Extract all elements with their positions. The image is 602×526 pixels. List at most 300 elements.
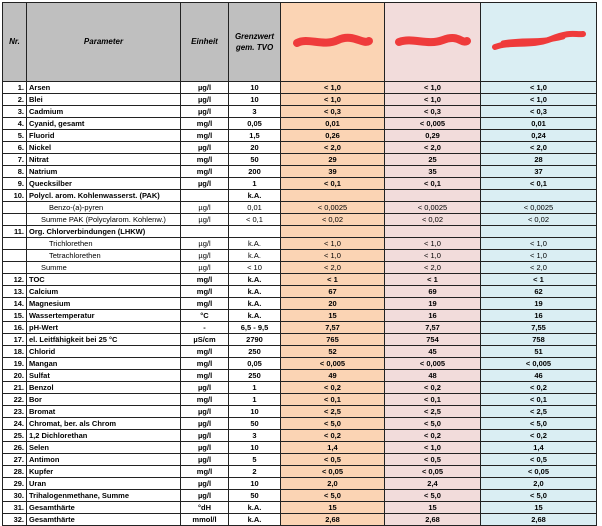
cell-unit: µg/l [181,382,229,394]
cell-nr: 23. [3,406,27,418]
cell-parameter: TOC [27,274,181,286]
cell-sample-1: < 2,0 [281,142,385,154]
table-row [3,214,597,226]
header-row [3,3,597,82]
cell-limit: 200 [229,166,281,178]
table-row [3,178,597,190]
cell-sample-2: 16 [385,310,481,322]
cell-parameter: Trihalogenmethane, Summe [27,490,181,502]
cell-nr: 1. [3,82,27,94]
table-row [3,166,597,178]
cell-sample-1: 15 [281,502,385,514]
cell-parameter: Cyanid, gesamt [27,118,181,130]
cell-parameter: Bor [27,394,181,406]
cell-unit: mg/l [181,394,229,406]
table-row [3,82,597,94]
cell-nr: 24. [3,418,27,430]
cell-unit: mg/l [181,466,229,478]
cell-sample-3 [481,226,597,238]
cell-sample-1: < 0,05 [281,466,385,478]
table-row [3,118,597,130]
cell-sample-3: < 0,1 [481,394,597,406]
cell-sample-2: < 2,5 [385,406,481,418]
table-row [3,310,597,322]
table-row [3,430,597,442]
cell-sample-3: < 1,0 [481,82,597,94]
cell-sample-2: < 0,005 [385,118,481,130]
cell-sample-3: < 5,0 [481,490,597,502]
cell-parameter: Nickel [27,142,181,154]
table-row [3,262,597,274]
cell-sample-1: < 1,0 [281,94,385,106]
cell-sample-3: < 2,5 [481,406,597,418]
cell-sample-3 [481,190,597,202]
cell-parameter: pH-Wert [27,322,181,334]
cell-limit: k.A. [229,502,281,514]
cell-unit: µg/l [181,250,229,262]
cell-nr: 3. [3,106,27,118]
cell-sample-2: < 0,0025 [385,202,481,214]
cell-unit [181,190,229,202]
cell-sample-1: 39 [281,166,385,178]
cell-nr: 28. [3,466,27,478]
cell-limit: 3 [229,106,281,118]
cell-unit: µg/l [181,418,229,430]
table-row [3,394,597,406]
table-row [3,226,597,238]
cell-unit: µg/l [181,82,229,94]
cell-sample-3: 28 [481,154,597,166]
cell-sample-2: < 5,0 [385,490,481,502]
table-body [3,82,597,526]
cell-unit: µg/l [181,490,229,502]
cell-nr: 17. [3,334,27,346]
cell-sample-1: < 1,0 [281,250,385,262]
table-row [3,358,597,370]
cell-nr: 11. [3,226,27,238]
cell-nr: 18. [3,346,27,358]
cell-sample-3: < 1,0 [481,250,597,262]
cell-unit: µg/l [181,214,229,226]
cell-unit [181,226,229,238]
cell-parameter: Gesamthärte [27,502,181,514]
cell-unit: mg/l [181,358,229,370]
cell-limit: 1,5 [229,130,281,142]
header-parameter: Parameter [27,3,181,82]
table-row [3,442,597,454]
redaction-scribble [293,33,373,51]
cell-sample-1: < 2,0 [281,262,385,274]
cell-sample-1: < 0,0025 [281,202,385,214]
cell-nr: 21. [3,382,27,394]
cell-nr: 29. [3,478,27,490]
cell-parameter: Nitrat [27,154,181,166]
cell-unit: µS/cm [181,334,229,346]
cell-nr [3,250,27,262]
cell-parameter: Mangan [27,358,181,370]
cell-limit: < 0,1 [229,214,281,226]
cell-nr: 25. [3,430,27,442]
cell-parameter: Magnesium [27,298,181,310]
cell-sample-3: 2,0 [481,478,597,490]
cell-nr: 13. [3,286,27,298]
cell-parameter: Natrium [27,166,181,178]
cell-unit: mg/l [181,118,229,130]
cell-limit: 2790 [229,334,281,346]
cell-sample-1: 15 [281,310,385,322]
cell-limit: 0,05 [229,358,281,370]
cell-limit: k.A. [229,514,281,526]
cell-sample-3: < 2,0 [481,262,597,274]
cell-sample-2: < 1,0 [385,82,481,94]
cell-sample-1: < 1,0 [281,82,385,94]
table-row [3,502,597,514]
redaction-scribble [491,29,587,55]
table-row [3,514,597,526]
cell-limit: 1 [229,394,281,406]
table-row [3,202,597,214]
cell-sample-1 [281,226,385,238]
cell-sample-1: < 1 [281,274,385,286]
cell-unit: µg/l [181,202,229,214]
cell-limit: 10 [229,406,281,418]
cell-sample-1: 1,4 [281,442,385,454]
table-row [3,418,597,430]
cell-limit: 6,5 - 9,5 [229,322,281,334]
cell-unit: µg/l [181,178,229,190]
table-row [3,382,597,394]
cell-sample-2: < 0,02 [385,214,481,226]
cell-sample-2: 7,57 [385,322,481,334]
cell-sample-2: 19 [385,298,481,310]
cell-limit: k.A. [229,274,281,286]
cell-unit: - [181,322,229,334]
table-row [3,466,597,478]
cell-sample-2: < 0,005 [385,358,481,370]
cell-sample-1: 29 [281,154,385,166]
cell-limit: 10 [229,478,281,490]
header-limit-line2: gem. TVO [235,43,274,52]
cell-limit: 10 [229,442,281,454]
cell-unit: mg/l [181,370,229,382]
table-row [3,94,597,106]
cell-nr: 32. [3,514,27,526]
cell-parameter: Selen [27,442,181,454]
cell-nr: 19. [3,358,27,370]
cell-sample-1: 20 [281,298,385,310]
table-row [3,322,597,334]
cell-nr: 30. [3,490,27,502]
cell-sample-1: < 2,5 [281,406,385,418]
cell-unit: mg/l [181,346,229,358]
header-sample-2-redacted [385,3,481,82]
cell-parameter: Chromat, ber. als Chrom [27,418,181,430]
cell-sample-3: 0,24 [481,130,597,142]
cell-sample-2: < 0,1 [385,394,481,406]
cell-sample-3: < 0,1 [481,178,597,190]
cell-limit: 50 [229,490,281,502]
cell-limit: 10 [229,94,281,106]
cell-sample-2: < 0,2 [385,382,481,394]
cell-unit: mmol/l [181,514,229,526]
cell-sample-2: < 2,0 [385,262,481,274]
cell-unit: mg/l [181,166,229,178]
cell-sample-3: < 0,02 [481,214,597,226]
cell-limit: 1 [229,178,281,190]
table-row [3,190,597,202]
cell-sample-3: < 0,3 [481,106,597,118]
table-row [3,346,597,358]
cell-sample-2: 754 [385,334,481,346]
cell-unit: µg/l [181,442,229,454]
cell-sample-2 [385,226,481,238]
cell-parameter: Uran [27,478,181,490]
cell-unit: µg/l [181,406,229,418]
cell-sample-2: 35 [385,166,481,178]
table-row [3,370,597,382]
cell-sample-2: 2,4 [385,478,481,490]
cell-sample-1: < 1,0 [281,238,385,250]
cell-limit: k.A. [229,298,281,310]
table-row [3,142,597,154]
cell-parameter: Sulfat [27,370,181,382]
cell-nr: 6. [3,142,27,154]
cell-unit: µg/l [181,238,229,250]
cell-sample-2 [385,190,481,202]
cell-sample-1: < 5,0 [281,418,385,430]
cell-sample-2: < 1,0 [385,250,481,262]
cell-parameter: Quecksilber [27,178,181,190]
cell-sample-1: < 0,1 [281,178,385,190]
cell-nr [3,214,27,226]
redaction-scribble [395,33,471,51]
cell-sample-3: < 1 [481,274,597,286]
cell-parameter: 1,2 Dichlorethan [27,430,181,442]
cell-unit: µg/l [181,94,229,106]
cell-limit: 50 [229,418,281,430]
cell-sample-1: 52 [281,346,385,358]
cell-nr: 12. [3,274,27,286]
table-row [3,286,597,298]
cell-sample-2: < 1,0 [385,94,481,106]
cell-parameter: Trichlorethen [27,238,181,250]
cell-limit: 10 [229,82,281,94]
cell-sample-2: 48 [385,370,481,382]
cell-parameter: Antimon [27,454,181,466]
cell-sample-3: 16 [481,310,597,322]
cell-nr: 15. [3,310,27,322]
cell-limit: k.A. [229,310,281,322]
cell-limit: 2 [229,466,281,478]
cell-unit: µg/l [181,430,229,442]
cell-parameter: Summe [27,262,181,274]
cell-parameter: Polycl. arom. Kohlenwasserst. (PAK) [27,190,181,202]
cell-sample-3: < 0,5 [481,454,597,466]
cell-limit [229,226,281,238]
cell-sample-3: 46 [481,370,597,382]
cell-sample-2: 45 [385,346,481,358]
cell-nr [3,202,27,214]
cell-unit: mg/l [181,274,229,286]
cell-sample-1: < 0,2 [281,382,385,394]
cell-limit: 250 [229,370,281,382]
cell-sample-1: 0,26 [281,130,385,142]
cell-parameter: Tetrachlorethen [27,250,181,262]
cell-sample-2: < 1,0 [385,442,481,454]
cell-sample-3: 19 [481,298,597,310]
cell-sample-2: < 0,3 [385,106,481,118]
cell-sample-2: 15 [385,502,481,514]
water-analysis-table [2,2,597,526]
cell-parameter: Summe PAK (Polycylarom. Kohlenw.) [27,214,181,226]
cell-nr: 20. [3,370,27,382]
cell-sample-3: 37 [481,166,597,178]
cell-unit: µg/l [181,454,229,466]
cell-unit: mg/l [181,286,229,298]
cell-sample-3: < 0,0025 [481,202,597,214]
cell-sample-3: 51 [481,346,597,358]
cell-parameter: Benzol [27,382,181,394]
cell-sample-1: < 0,1 [281,394,385,406]
cell-sample-1: < 0,005 [281,358,385,370]
cell-nr: 4. [3,118,27,130]
cell-sample-3: < 0,05 [481,466,597,478]
cell-limit: k.A. [229,250,281,262]
cell-sample-1: 67 [281,286,385,298]
cell-limit: 0,05 [229,118,281,130]
cell-sample-2: 69 [385,286,481,298]
cell-nr: 22. [3,394,27,406]
cell-sample-1: 765 [281,334,385,346]
cell-sample-1 [281,190,385,202]
cell-sample-1: 0,01 [281,118,385,130]
cell-parameter: Wassertemperatur [27,310,181,322]
table-row [3,454,597,466]
cell-sample-2: < 0,1 [385,178,481,190]
cell-sample-2: 2,68 [385,514,481,526]
table-row [3,250,597,262]
table-row [3,478,597,490]
cell-unit: µg/l [181,262,229,274]
cell-nr: 9. [3,178,27,190]
table-row [3,106,597,118]
table-row [3,334,597,346]
cell-sample-3: < 2,0 [481,142,597,154]
cell-sample-1: 2,68 [281,514,385,526]
cell-parameter: Kupfer [27,466,181,478]
header-nr: Nr. [3,3,27,82]
cell-parameter: Calcium [27,286,181,298]
cell-parameter: Chlorid [27,346,181,358]
cell-unit: mg/l [181,298,229,310]
cell-sample-2: 0,29 [385,130,481,142]
cell-parameter: Cadmium [27,106,181,118]
cell-nr [3,238,27,250]
cell-limit: 50 [229,154,281,166]
cell-sample-3: < 0,005 [481,358,597,370]
cell-nr: 5. [3,130,27,142]
cell-unit: mg/l [181,154,229,166]
cell-parameter: Benzo-(a)-pyren [27,202,181,214]
cell-sample-3: < 0,2 [481,430,597,442]
cell-sample-3: < 5,0 [481,418,597,430]
cell-limit: 3 [229,430,281,442]
cell-nr: 10. [3,190,27,202]
cell-parameter: Blei [27,94,181,106]
cell-sample-1: < 0,3 [281,106,385,118]
header-sample-1-redacted [281,3,385,82]
table-row [3,274,597,286]
cell-sample-2: < 1,0 [385,238,481,250]
cell-limit: 0,01 [229,202,281,214]
cell-limit: 5 [229,454,281,466]
cell-sample-3: 758 [481,334,597,346]
cell-sample-3: < 1,0 [481,238,597,250]
cell-limit: < 10 [229,262,281,274]
header-unit: Einheit [181,3,229,82]
cell-parameter: Bromat [27,406,181,418]
cell-limit: 1 [229,382,281,394]
cell-nr: 26. [3,442,27,454]
cell-unit: mg/l [181,130,229,142]
cell-sample-3: 0,01 [481,118,597,130]
cell-sample-3: < 0,2 [481,382,597,394]
cell-sample-1: < 5,0 [281,490,385,502]
cell-limit: 250 [229,346,281,358]
cell-parameter: Org. Chlorverbindungen (LHKW) [27,226,181,238]
table-row [3,406,597,418]
header-sample-3-redacted [481,3,597,82]
table-row [3,298,597,310]
cell-sample-1: 49 [281,370,385,382]
header-limit-line1: Grenzwert [234,32,275,41]
table-row [3,238,597,250]
cell-parameter: Fluorid [27,130,181,142]
cell-sample-2: < 5,0 [385,418,481,430]
cell-sample-1: 7,57 [281,322,385,334]
cell-nr: 2. [3,94,27,106]
cell-parameter: Gesamthärte [27,514,181,526]
cell-nr: 14. [3,298,27,310]
cell-nr: 8. [3,166,27,178]
cell-sample-1: 2,0 [281,478,385,490]
cell-sample-3: 15 [481,502,597,514]
cell-unit: µg/l [181,106,229,118]
cell-nr: 7. [3,154,27,166]
table-row [3,154,597,166]
cell-sample-2: < 0,5 [385,454,481,466]
cell-sample-1: < 0,02 [281,214,385,226]
table-row [3,130,597,142]
cell-sample-3: 2,68 [481,514,597,526]
cell-sample-1: < 0,5 [281,454,385,466]
cell-sample-2: < 2,0 [385,142,481,154]
cell-parameter: Arsen [27,82,181,94]
cell-sample-3: < 1,0 [481,94,597,106]
cell-nr: 27. [3,454,27,466]
cell-unit: °C [181,310,229,322]
table-row [3,490,597,502]
cell-sample-2: < 0,2 [385,430,481,442]
cell-sample-1: < 0,2 [281,430,385,442]
cell-nr [3,262,27,274]
cell-nr: 31. [3,502,27,514]
cell-sample-2: < 1 [385,274,481,286]
cell-limit: k.A. [229,286,281,298]
cell-sample-3: 7,55 [481,322,597,334]
header-limit [229,3,281,82]
cell-limit: k.A. [229,238,281,250]
